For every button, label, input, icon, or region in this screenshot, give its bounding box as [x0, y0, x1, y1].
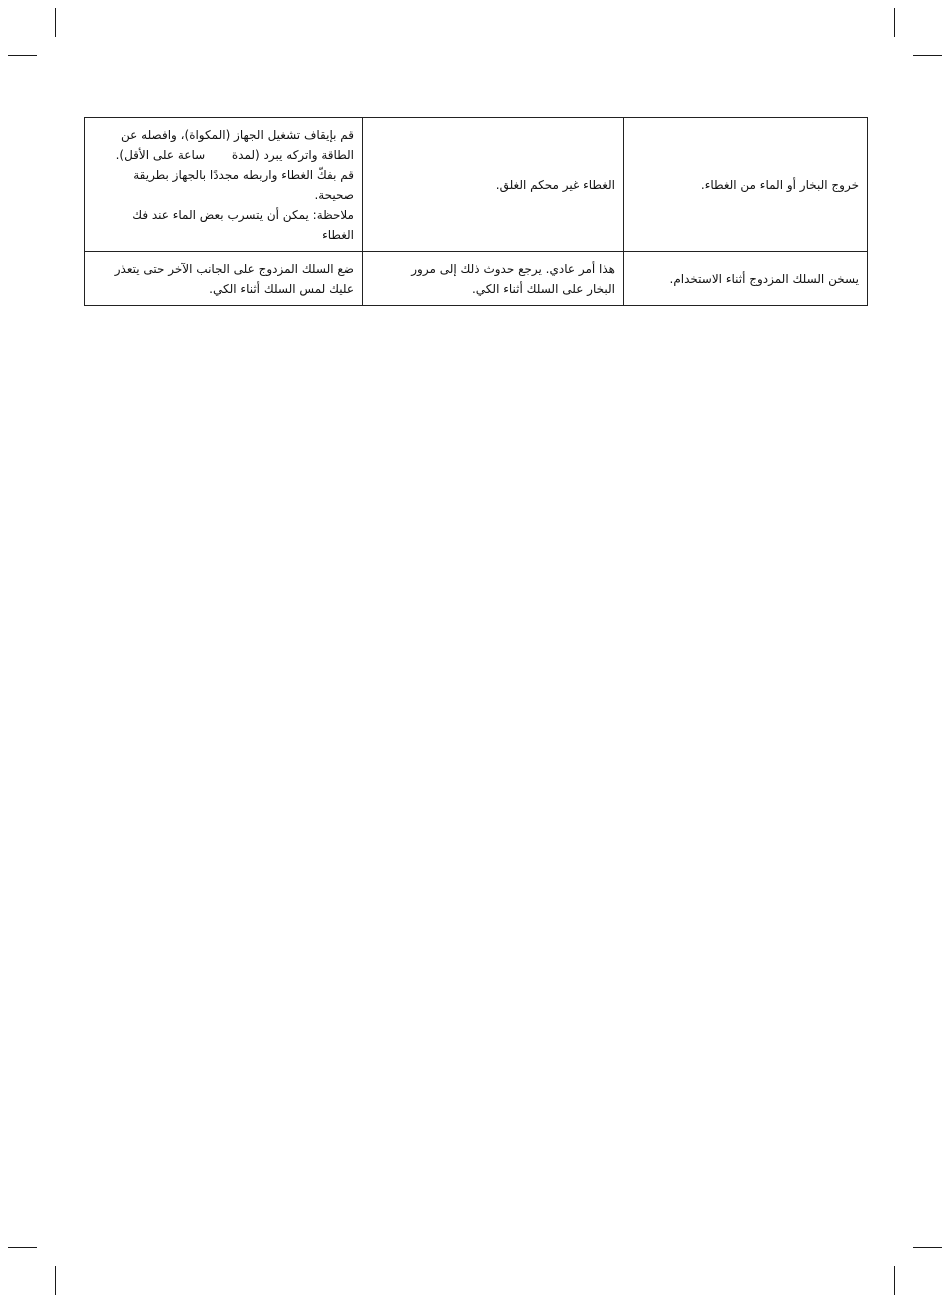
- crop-mark-bottom-right-vertical: [894, 1266, 895, 1295]
- solution-cell: [85, 118, 363, 252]
- problem-text: خروج البخار أو الماء من الغطاء.: [700, 177, 859, 192]
- troubleshooting-table: [84, 117, 868, 306]
- cause-cell: [363, 252, 624, 306]
- solution-note-line: الغطاء: [322, 227, 354, 242]
- crop-mark-bottom-right-horizontal: [913, 1247, 942, 1248]
- crop-mark-top-left-vertical: [55, 8, 56, 37]
- solution-note-line: ملاحظة: يمكن أن يتسرب بعض الماء عند فك: [132, 207, 354, 222]
- solution-cell: [85, 252, 363, 306]
- problem-cell: [624, 118, 868, 252]
- cause-text: الغطاء غير محكم الغلق.: [495, 177, 615, 192]
- solution-line: صحيحة.: [314, 187, 354, 202]
- crop-mark-bottom-left-vertical: [55, 1266, 56, 1295]
- table-row: [85, 118, 868, 252]
- crop-mark-top-right-vertical: [894, 8, 895, 37]
- crop-mark-bottom-left-horizontal: [8, 1247, 37, 1248]
- solution-line: الطاقة واتركه يبرد (لمدة ساعة على الأقل).: [115, 147, 354, 162]
- cause-line: البخار على السلك أثناء الكي.: [471, 281, 615, 296]
- crop-mark-top-left-horizontal: [8, 55, 37, 56]
- crop-mark-top-right-horizontal: [913, 55, 942, 56]
- troubleshooting-table-container: [84, 117, 867, 306]
- cause-line: هذا أمر عادي. يرجع حدوث ذلك إلى مرور: [411, 261, 615, 276]
- problem-text: يسخن السلك المزدوج أثناء الاستخدام.: [669, 271, 859, 286]
- cause-cell: [363, 118, 624, 252]
- table-row: [85, 252, 868, 306]
- problem-cell: [624, 252, 868, 306]
- solution-line: قم بفكّ الغطاء واربطه مجددًا بالجهاز بطريقة: [133, 167, 354, 182]
- solution-line: ضع السلك المزدوج على الجانب الآخر حتى يتعذر: [114, 261, 354, 276]
- solution-line: عليك لمس السلك أثناء الكي.: [209, 281, 354, 296]
- solution-line: قم بإيقاف تشغيل الجهاز (المكواة)، وافصله عن: [121, 127, 354, 142]
